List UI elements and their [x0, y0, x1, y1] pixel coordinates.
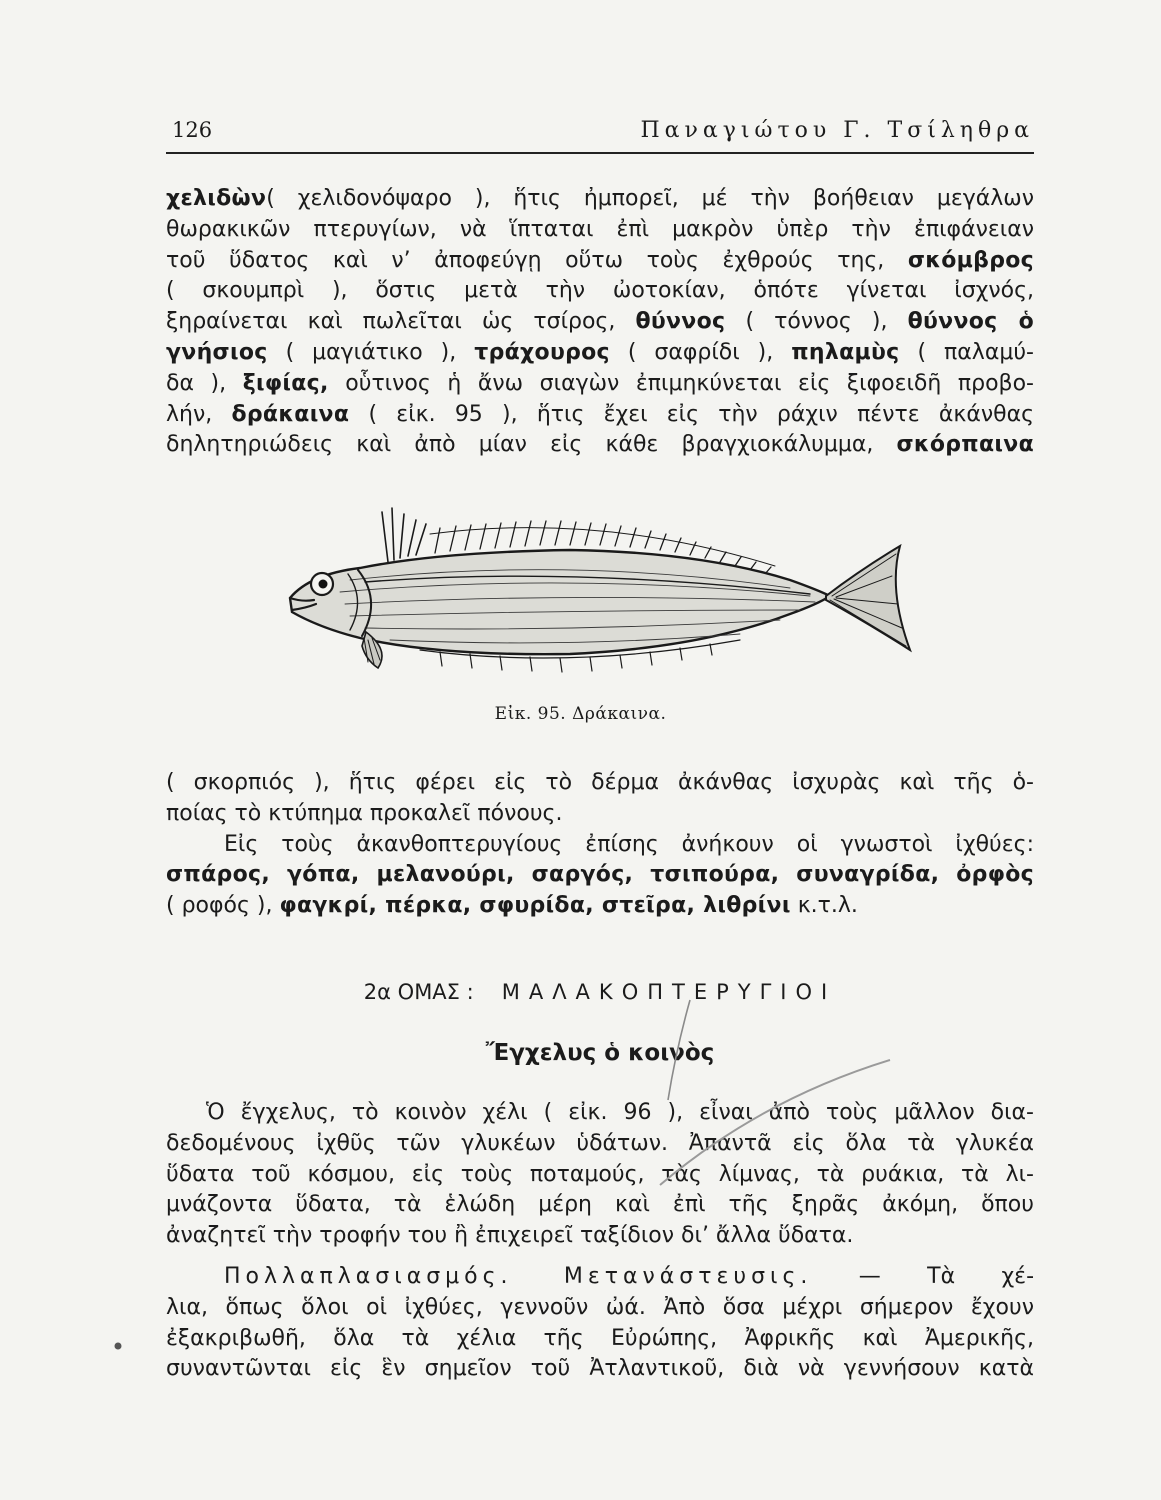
text-line — [166, 276, 1034, 307]
text-line — [166, 830, 1034, 861]
text-line — [166, 1129, 1034, 1160]
text-run: — Τὰ χέ- — [812, 1263, 1035, 1289]
bold-term: γνήσιος — [166, 339, 268, 365]
bold-term: πηλαμὺς — [791, 339, 900, 365]
text-run: δηλητηριώδεις καὶ ἀπὸ μίαν εἰς κάθε βραγχιοκάλυμμα, — [166, 432, 897, 458]
text-line — [166, 307, 1034, 338]
dorsal-spines — [382, 508, 426, 562]
text-line — [166, 860, 1034, 891]
text-line — [166, 1324, 1034, 1355]
bold-term: σκόρπαινα — [896, 432, 1034, 458]
text-line — [166, 1190, 1034, 1221]
text-run: Ὁ ἔγχελυς, τὸ κοινὸν χέλι ( εἰκ. 96 ), εἶναι ἀπὸ τοὺς μᾶλλον δια- — [206, 1100, 1034, 1125]
text-run: ( σκουμπρὶ ), ὅστις μετὰ τὴν ὠοτοκίαν, ὁπότε γίνεται ἰσχνός, — [166, 278, 1034, 304]
text-line — [166, 799, 1034, 830]
running-head: Παναγιώτου Γ. Τσίληθρα — [640, 118, 1034, 143]
bold-term: χελιδὼν — [166, 186, 267, 211]
bold-term: θύννος — [635, 309, 726, 335]
bold-term: σπάρος, γόπα, μελανούρι, σαργός, τσιπούρα, συναγρίδα, ὀρφὸς — [166, 862, 1034, 888]
text-run: τοῦ ὕδατος καὶ ν’ ἀποφεύγῃ οὕτω τοὺς ἐχθρούς της, — [166, 247, 908, 273]
text-run: ( χελιδονόψαρο ), ἥτις ἠμπορεῖ, μέ τὴν βοήθειαν μεγάλων — [266, 186, 1034, 211]
text-run: ξηραίνεται καὶ πωλεῖται ὡς τσίρος, — [166, 309, 636, 335]
section-label: 2α ΟΜΑΣ : — [363, 980, 474, 1004]
paragraph-fish-list — [166, 184, 1034, 461]
text-line — [166, 1262, 1034, 1293]
text-line — [166, 1293, 1034, 1324]
text-line — [166, 184, 1034, 215]
text-run: ἐξακριβωθῆ, ὅλα τὰ χέλια τῆς Εὐρώπης, Ἀφρικῆς καὶ Ἀμερικῆς, — [166, 1325, 1034, 1351]
bold-term: φαγκρί, πέρκα, σφυρίδα, στεῖρα, λιθρίνι — [279, 893, 791, 919]
bold-term: τράχουρος — [474, 339, 610, 365]
text-line — [166, 1354, 1034, 1385]
text-run: λήν, — [166, 401, 232, 427]
text-line — [166, 369, 1034, 400]
text-run: ( σκορπιός ), ἥτις φέρει εἰς τὸ δέρμα ἀκάνθας ἰσχυρὰς καὶ τῆς ὁ- — [166, 770, 1034, 795]
text-line — [166, 430, 1034, 461]
text-line — [166, 400, 1034, 431]
text-run: δεδομένους ἰχθῦς τῶν γλυκέων ὑδάτων. Ἀπαντᾶ εἰς ὅλα τὰ γλυκέα — [166, 1130, 1034, 1156]
text-line — [166, 891, 1034, 922]
paragraph-scorpion — [166, 768, 1034, 922]
subsection-title: Ἔγχελυς ὁ κοινὸς — [485, 1040, 715, 1066]
text-run: οὗτινος ἡ ἄνω σιαγὼν ἐπιμηκύνεται εἰς ξιφοειδῆ προβο- — [328, 370, 1034, 396]
bold-term: δράκαινα — [231, 401, 350, 427]
page-header — [166, 116, 1034, 154]
bold-term: θύννος ὁ — [907, 309, 1034, 335]
text-run: ( ροφός ), — [166, 893, 280, 919]
bold-term: ξιφίας, — [242, 370, 329, 396]
text-run: κ.τ.λ. — [790, 893, 858, 919]
text-run: θωρακικῶν πτερυγίων, νὰ ἵπταται ἐπὶ μακρὸν ὑπὲρ τὴν ἐπιφάνειαν — [166, 216, 1034, 242]
text-run: δα ), — [166, 370, 243, 396]
text-line — [166, 215, 1034, 246]
text-run: Πολλαπλασιασμός. Μετανάστευσις. — [224, 1263, 813, 1289]
text-run: ( σαφρίδι ), — [609, 339, 792, 365]
text-run: ( τόννος ), — [725, 309, 908, 335]
section-heading — [166, 980, 1034, 1004]
text-run: ἀναζητεῖ τὴν τροφήν του ἢ ἐπιχειρεῖ ταξίδιον δι’ ἄλλα ὕδατα. — [166, 1223, 854, 1249]
text-run: ποίας τὸ κτύπημα προκαλεῖ πόνους. — [166, 800, 563, 826]
page-number: 126 — [172, 118, 213, 142]
text-run: λια, ὅπως ὅλοι οἱ ἰχθύες, γεννοῦν ὠά. Ἀπὸ ὅσα μέχρι σήμερον ἔχουν — [166, 1294, 1034, 1320]
figure-caption: Εἰκ. 95. Δράκαινα. — [494, 704, 667, 724]
text-run: μνάζοντα ὕδατα, τὰ ἑλώδη μέρη καὶ ἐπὶ τῆς ξηρᾶς ἀκόμη, ὅπου — [166, 1192, 1034, 1218]
text-line — [166, 1098, 1034, 1129]
text-run: ( εἰκ. 95 ), ἥτις ἔχει εἰς τὴν ράχιν πέντε ἀκάνθας — [349, 401, 1034, 427]
bold-term: σκόμβρος — [907, 247, 1034, 273]
text-line — [166, 768, 1034, 799]
text-line — [166, 246, 1034, 277]
fish-illustration — [270, 500, 930, 680]
text-run: ( παλαμύ- — [899, 339, 1034, 365]
text-line — [166, 1160, 1034, 1191]
text-line — [166, 338, 1034, 369]
text-run: ὕδατα τοῦ κόσμου, εἰς τοὺς ποταμούς, τὰς λίμνας, τὰ ρυάκια, τὰ λι- — [166, 1161, 1034, 1187]
paragraph-eel — [166, 1098, 1034, 1385]
text-line — [166, 1221, 1034, 1252]
text-run: ( μαγιάτικο ), — [267, 339, 475, 365]
text-run: Εἰς τοὺς ἀκανθοπτερυγίους ἐπίσης ἀνήκουν οἱ γνωστοὶ ἰχθύες: — [224, 831, 1034, 857]
text-run: συναντῶνται εἰς ἓν σημεῖον τοῦ Ἀτλαντικοῦ, διὰ νὰ γεννήσουν κατὰ — [166, 1356, 1034, 1382]
section-name: ΜΑΛΑΚΟΠΤΕΡΥΓΙΟΙ — [501, 980, 837, 1004]
